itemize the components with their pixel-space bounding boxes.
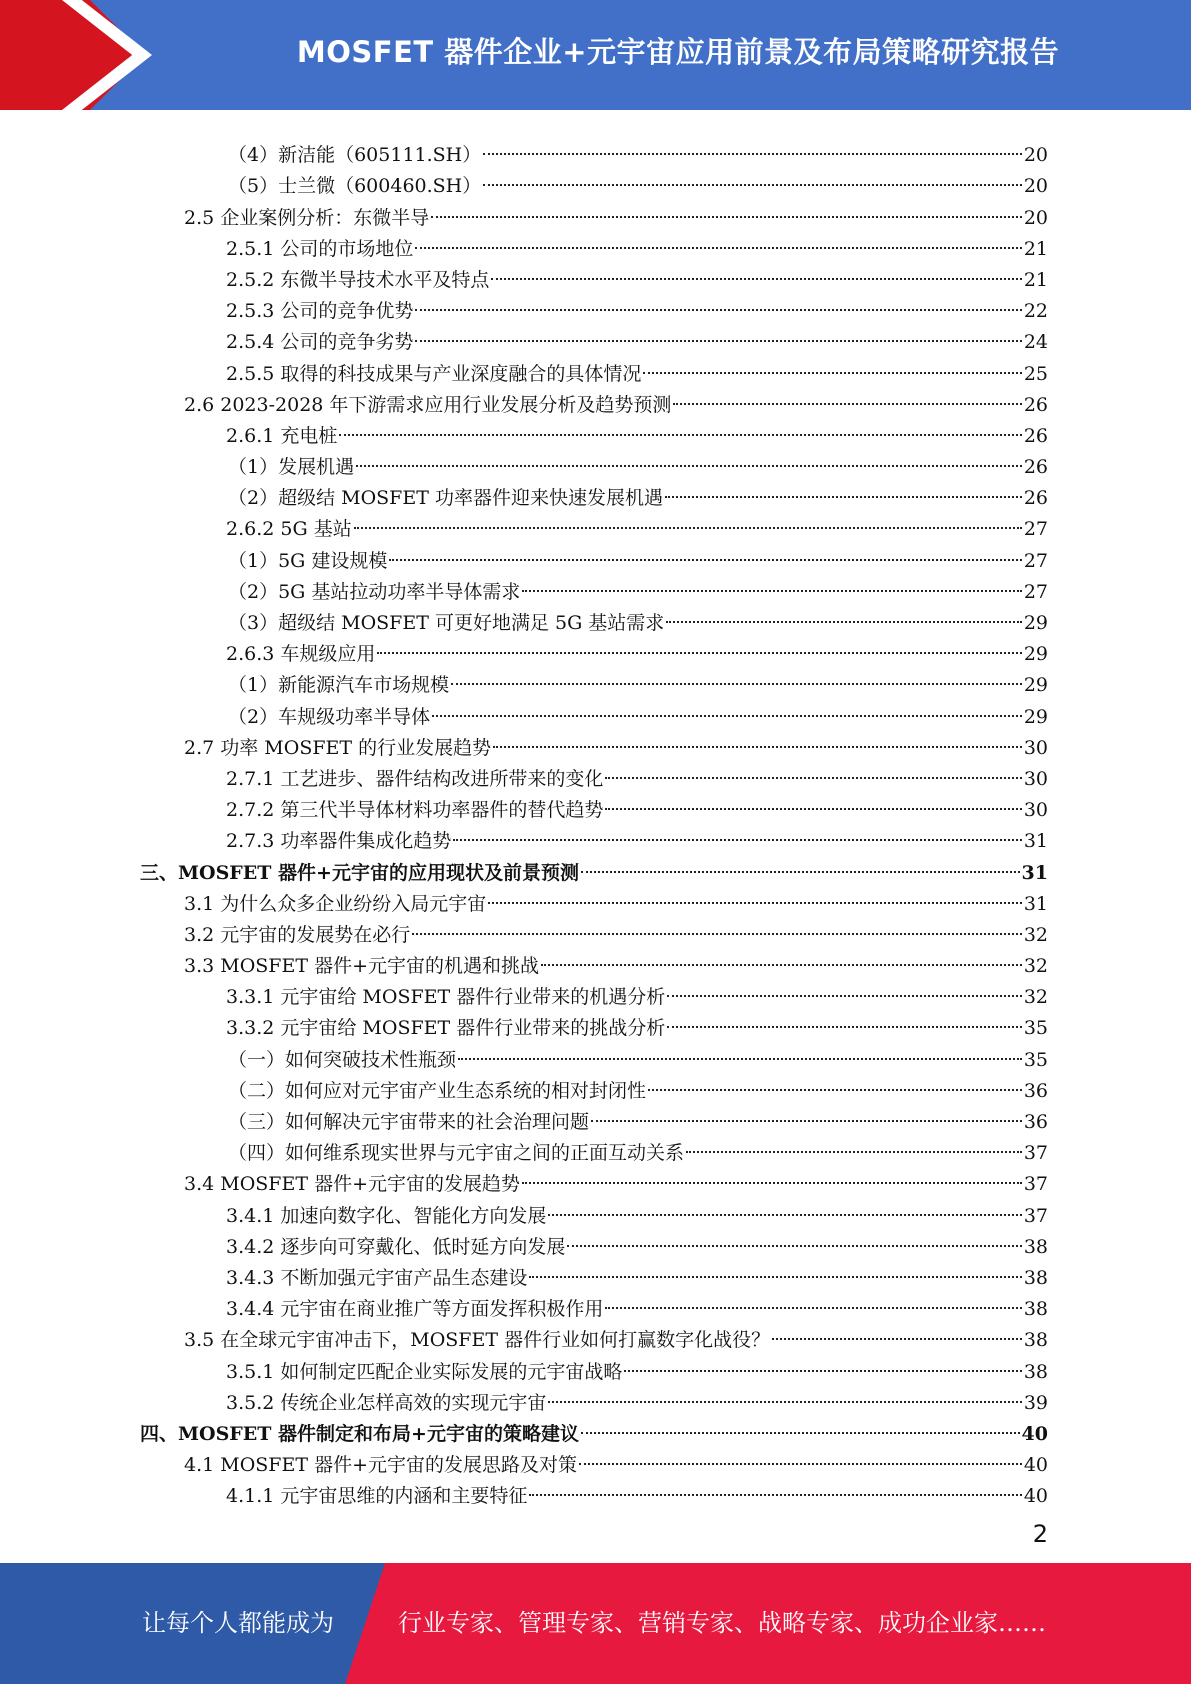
toc-entry-label: （2）车规级功率半导体 — [228, 705, 431, 728]
toc-dot-leader — [624, 1338, 1021, 1371]
footer-slogan-left: 让每个人都能成为 — [142, 1609, 334, 1637]
toc-dot-leader — [453, 808, 1021, 841]
toc-entry-page: 26 — [1023, 456, 1048, 479]
report-title: MOSFET 器件企业+元宇宙应用前景及布局策略研究报告 — [296, 35, 1060, 69]
toc-entry-page: 38 — [1023, 1329, 1048, 1352]
toc-dot-leader — [483, 122, 1022, 155]
toc-entry-page: 27 — [1023, 580, 1048, 603]
toc-entry-label: 3.5.1 如何制定匹配企业实际发展的元宇宙战略 — [226, 1360, 623, 1383]
toc-dot-leader — [451, 652, 1022, 685]
toc-dot-leader — [529, 1463, 1021, 1496]
toc-dot-leader — [541, 933, 1022, 966]
toc-entry-page: 21 — [1023, 237, 1048, 260]
toc-entry-page: 24 — [1023, 331, 1048, 354]
toc-dot-leader — [389, 527, 1021, 560]
toc-dot-leader — [667, 964, 1022, 997]
toc-entry-label: 3.3.1 元宇宙给 MOSFET 器件行业带来的机遇分析 — [226, 986, 666, 1009]
toc-dot-leader — [605, 777, 1021, 810]
toc-entry-label: （1）新能源汽车市场规模 — [228, 674, 450, 697]
toc-entry-page: 31 — [1023, 830, 1048, 853]
toc-entry-label: 3.4 MOSFET 器件+元宇宙的发展趋势 — [184, 1173, 520, 1196]
toc-entry-label: 2.6 2023-2028 年下游需求应用行业发展分析及趋势预测 — [184, 393, 672, 416]
toc-entry-page: 32 — [1023, 923, 1048, 946]
toc-dot-leader — [673, 372, 1021, 405]
toc-dot-leader — [666, 590, 1022, 623]
toc-dot-leader — [415, 278, 1021, 311]
toc-dot-leader — [605, 746, 1021, 779]
toc-entry-page: 25 — [1023, 362, 1048, 385]
toc-entry-label: 2.6.3 车规级应用 — [226, 643, 376, 666]
toc-dot-leader — [458, 1026, 1022, 1059]
toc-entry-page: 35 — [1023, 1048, 1048, 1071]
toc-entry-label: 4.1.1 元宇宙思维的内涵和主要特征 — [226, 1485, 528, 1508]
toc-dot-leader — [354, 496, 1022, 529]
toc-dot-leader — [491, 247, 1021, 280]
toc-dot-leader — [686, 1120, 1022, 1153]
toc-entry-page: 38 — [1023, 1235, 1048, 1258]
toc-entry-label: （2）5G 基站拉动功率半导体需求 — [228, 580, 521, 603]
page-header — [0, 0, 1191, 110]
page-number: 2 — [1032, 1520, 1048, 1548]
toc-entry-label: （1）发展机遇 — [228, 456, 355, 479]
toc-entry-page: 26 — [1023, 424, 1048, 447]
toc-dot-leader — [493, 715, 1022, 748]
toc-entry-page: 29 — [1023, 612, 1048, 634]
toc-dot-leader — [605, 1276, 1021, 1309]
toc-entry-page: 36 — [1023, 1079, 1048, 1102]
toc-entry-label: 2.5.3 公司的竞争优势 — [226, 300, 414, 323]
toc-entry-page: 37 — [1023, 1142, 1048, 1165]
toc-entry-label: 2.5.5 取得的科技成果与产业深度融合的具体情况 — [226, 362, 642, 385]
toc-entry-page: 40 — [1023, 1454, 1048, 1477]
toc-entry-page: 21 — [1023, 268, 1048, 291]
toc-entry-label: 2.5 企业案例分析：东微半导 — [184, 206, 430, 229]
toc-entry-page: 30 — [1023, 736, 1048, 759]
header-red-arrow — [0, 0, 145, 110]
toc-entry-label: （2）超级结 MOSFET 功率器件迎来快速发展机遇 — [228, 487, 663, 510]
toc-dot-leader — [522, 1151, 1022, 1184]
toc-entry-label: 2.7 功率 MOSFET 的行业发展趋势 — [184, 736, 492, 759]
toc-dot-leader — [591, 1089, 1022, 1122]
toc-entry-page: 38 — [1023, 1266, 1048, 1289]
toc-entry-label: 3.5 在全球元宇宙冲击下，MOSFET 器件行业如何打赢数字化战役？ — [184, 1329, 771, 1352]
toc-dot-leader — [522, 559, 1021, 592]
toc-entry-page: 31 — [1023, 892, 1048, 915]
toc-dot-leader — [529, 1245, 1021, 1278]
toc-dot-leader — [581, 839, 1020, 872]
toc-dot-leader — [377, 621, 1021, 654]
toc-dot-leader — [488, 871, 1022, 904]
toc-dot-leader — [643, 340, 1021, 373]
toc-entry-page: 30 — [1023, 767, 1048, 790]
table-of-contents — [140, 128, 1048, 1508]
toc-dot-leader — [579, 1432, 1022, 1465]
toc-entry-page: 40 — [1023, 1485, 1048, 1508]
toc-dot-leader — [648, 1058, 1022, 1091]
toc-entry-page: 29 — [1023, 674, 1048, 697]
toc-dot-leader — [415, 216, 1021, 249]
toc-entry-page: 37 — [1023, 1204, 1048, 1227]
toc-entry-page: 36 — [1023, 1111, 1048, 1133]
toc-entry-label: （4）新洁能（605111.SH） — [228, 144, 482, 167]
toc-entry-label: 3.4.4 元宇宙在商业推广等方面发挥积极作用 — [226, 1298, 604, 1321]
toc-dot-leader — [772, 1307, 1022, 1340]
toc-entry-page: 30 — [1023, 799, 1048, 822]
toc-entry-label: 3.3.2 元宇宙给 MOSFET 器件行业带来的挑战分析 — [226, 1017, 666, 1040]
toc-entry-label: 2.6.2 5G 基站 — [226, 518, 352, 541]
toc-entry-label: 2.6.1 充电桩 — [226, 424, 338, 447]
toc-entry-label: 3.4.1 加速向数字化、智能化方向发展 — [226, 1204, 547, 1227]
toc-dot-leader — [548, 1370, 1021, 1403]
toc-entry-page: 40 — [1021, 1422, 1048, 1445]
toc-entry-page: 39 — [1023, 1391, 1048, 1414]
toc-dot-leader — [339, 403, 1021, 436]
toc-entry-page: 22 — [1023, 300, 1048, 323]
toc-entry-page: 31 — [1021, 861, 1048, 884]
toc-entry-page: 37 — [1023, 1173, 1048, 1196]
toc-entry-label: 三、MOSFET 器件+元宇宙的应用现状及前景预测 — [140, 861, 579, 884]
toc-dot-leader — [548, 1182, 1021, 1215]
toc-entry-label: （一）如何突破技术性瓶颈 — [228, 1048, 457, 1071]
toc-entry-label: 3.5.2 传统企业怎样高效的实现元宇宙 — [226, 1391, 547, 1414]
toc-entry-label: 3.2 元宇宙的发展势在必行 — [184, 923, 411, 946]
toc-entry-label: （5）士兰微（600460.SH） — [228, 175, 482, 198]
toc-entry-page: 32 — [1023, 986, 1048, 1009]
toc-entry-page: 29 — [1023, 705, 1048, 728]
toc-dot-leader — [356, 434, 1022, 467]
toc-dot-leader — [667, 995, 1022, 1028]
toc-entry-label: 3.3 MOSFET 器件+元宇宙的机遇和挑战 — [184, 955, 539, 978]
toc-entry-page: 26 — [1023, 487, 1048, 510]
toc-entry-label: 2.5.1 公司的市场地位 — [226, 237, 414, 260]
toc-dot-leader — [412, 902, 1022, 935]
toc-entry-label: （1）5G 建设规模 — [228, 549, 388, 572]
toc-entry-label: （三）如何解决元宇宙带来的社会治理问题 — [228, 1111, 590, 1133]
toc-dot-leader — [432, 683, 1022, 716]
toc-entry-label: （二）如何应对元宇宙产业生态系统的相对封闭性 — [228, 1079, 647, 1102]
toc-entry-label: 2.5.4 公司的竞争劣势 — [226, 331, 414, 354]
toc-dot-leader — [567, 1214, 1021, 1247]
toc-entry-label: 3.4.3 不断加强元宇宙产品生态建设 — [226, 1266, 528, 1289]
toc-entry-label: 2.5.2 东微半导技术水平及特点 — [226, 268, 490, 291]
toc-entry-label: 3.4.2 逐步向可穿戴化、低时延方向发展 — [226, 1235, 566, 1258]
toc-entry-page: 27 — [1023, 549, 1048, 572]
toc-dot-leader — [483, 153, 1022, 186]
footer-slogan-right: 行业专家、管理专家、营销专家、战略专家、成功企业家…… — [398, 1609, 1046, 1637]
page-footer — [0, 1563, 1191, 1684]
toc-dot-leader — [415, 309, 1021, 342]
toc-entry-page: 20 — [1023, 144, 1048, 167]
toc-entry-page: 38 — [1023, 1298, 1048, 1321]
toc-entry-page: 38 — [1023, 1360, 1048, 1383]
toc-entry-page: 20 — [1023, 175, 1048, 198]
toc-entry-label: 3.1 为什么众多企业纷纷入局元宇宙 — [184, 892, 487, 915]
toc-dot-leader — [581, 1401, 1020, 1434]
toc-entry-label: （四）如何维系现实世界与元宇宙之间的正面互动关系 — [228, 1142, 685, 1165]
toc-entry-page: 35 — [1023, 1017, 1048, 1040]
toc-entry-label: 4.1 MOSFET 器件+元宇宙的发展思路及对策 — [184, 1454, 577, 1477]
toc-entry-label: （3）超级结 MOSFET 可更好地满足 5G 基站需求 — [228, 612, 665, 634]
toc-entry-label: 2.7.2 第三代半导体材料功率器件的替代趋势 — [226, 799, 604, 822]
toc-entry-page: 26 — [1023, 393, 1048, 416]
toc-entry-page: 20 — [1023, 206, 1048, 229]
toc-entry-page: 27 — [1023, 518, 1048, 541]
toc-entry-label: 2.7.1 工艺进步、器件结构改进所带来的变化 — [226, 767, 604, 790]
toc-entry-page: 32 — [1023, 955, 1048, 978]
toc-entry-label: 2.7.3 功率器件集成化趋势 — [226, 830, 452, 853]
toc-dot-leader — [665, 465, 1022, 498]
toc-entry-page: 29 — [1023, 643, 1048, 666]
toc-entry-label: 四、MOSFET 器件制定和布局+元宇宙的策略建议 — [140, 1422, 579, 1445]
toc-dot-leader — [431, 184, 1022, 217]
